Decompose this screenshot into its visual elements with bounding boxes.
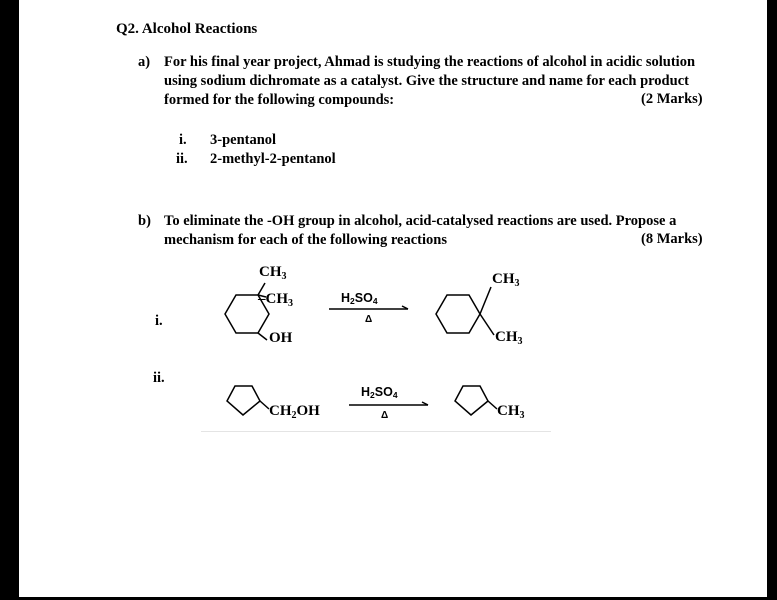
product-i-bond-ch3-bottom [480, 314, 494, 335]
reaction-i-reagent: $H_2SO_4$ [341, 291, 378, 306]
part-a-line-2: using sodium dichromate as a catalyst. Give the structure and name for each product [164, 73, 689, 89]
part-a-marks: (2 Marks) [641, 91, 703, 107]
reaction-ii-num: ii. [153, 370, 165, 386]
reactant-ii-bond-ch2oh [260, 401, 269, 409]
question-title: Q2. Alcohol Reactions [116, 21, 258, 37]
reactant-i-oh: OH [269, 330, 293, 346]
question-page [19, 0, 767, 597]
part-a-label: a) [138, 54, 151, 70]
part-b-marks: (8 Marks) [641, 231, 703, 247]
reactant-ii-ch2oh: $CH_2OH$ [269, 403, 320, 421]
part-a-item-1-num: i. [179, 132, 187, 148]
divider [201, 431, 551, 432]
part-a-item-2-num: ii. [176, 151, 188, 167]
product-i-ch3-top: $CH_3$ [492, 271, 520, 289]
reaction-ii-reagent: $H_2SO_4$ [361, 385, 398, 400]
reactant-i-bond-oh [258, 333, 267, 340]
reactant-ii-cyclopentane-ring [227, 386, 260, 415]
product-ii-bond-ch3 [488, 401, 497, 409]
part-a-line-1: For his final year project, Ahmad is studying the reactions of alcohol in acidic solution [164, 54, 696, 70]
product-ii-cyclopentene-ring [455, 386, 488, 415]
part-a-line-3: formed for the following compounds: [164, 92, 395, 108]
part-a-item-1-text: 3-pentanol [210, 132, 277, 148]
part-a-item-2-text: 2-methyl-2-pentanol [210, 151, 336, 167]
product-ii-ch3: $CH_3$ [497, 403, 525, 421]
part-b-line-2: mechanism for each of the following reactions [164, 232, 447, 248]
reaction-structures [19, 0, 767, 597]
product-i-ch3-bottom: $CH_3$ [495, 329, 523, 347]
product-i-bond-ch3-top [480, 287, 491, 314]
reaction-i-num: i. [155, 313, 163, 329]
reaction-ii-heat: Δ [381, 410, 389, 421]
part-b-line-1: To eliminate the -OH group in alcohol, acid-catalysed reactions are used. Propose a [164, 213, 677, 229]
reaction-i-heat: Δ [365, 314, 373, 325]
reactant-i-ch3-top: $CH_3$ [259, 264, 287, 282]
reactant-i-ch3-right: $-CH_3$ [258, 291, 293, 309]
part-b-label: b) [138, 213, 151, 229]
product-i-cyclohexene-ring [436, 295, 480, 333]
